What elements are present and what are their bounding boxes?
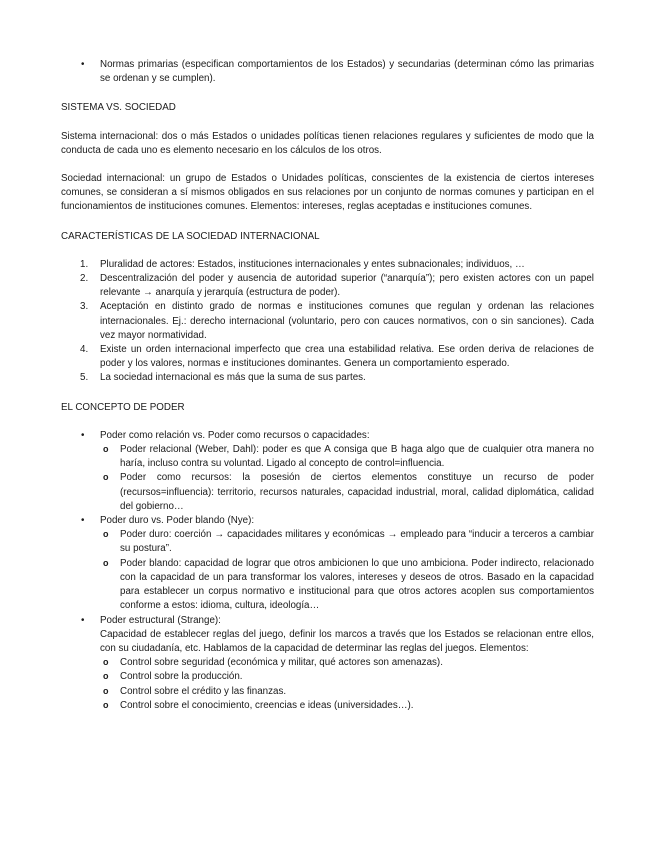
list-item	[61, 429, 594, 514]
sub-list	[100, 443, 594, 514]
sub-list-item: o Poder como recursos: la posesión de ciertos elementos constituye un recurso de poder (recursos=influencia): territorio, recursos naturales, capacidad industrial, moral, calidad diplomática, calidad del gobierno…	[100, 471, 594, 514]
sub-list-item: o Poder blando: capacidad de lograr que otros ambicionen lo que uno ambiciona. Poder indirecto, relacionado con la capacidad de un para transformar los valores, intereses y deseos de otros. Basado en la capacidad para establecer un corpus normativo e institucional para que otros actores acoplen sus comportamientos conforme a estos: idioma, cultura, ideología…	[100, 557, 594, 614]
list-item-text: Descentralización del poder y ausencia de autoridad superior (“anarquía”); pero existen actores con un papel relevante → anarquía y jerarquía (estructura de poder).	[100, 273, 594, 299]
sub-list	[100, 656, 594, 713]
section-heading-caracteristicas: CARACTERÍSTICAS DE LA SOCIEDAD INTERNACIONAL	[61, 230, 320, 242]
caracteristicas-list	[61, 258, 594, 386]
list-number: 1.	[80, 258, 89, 270]
sub-list-item: o Poder duro: coerción → capacidades militares y económicas → empleado para “inducir a terceros a cambiar su postura”.	[100, 528, 594, 556]
list-item	[61, 258, 594, 272]
list-item	[61, 343, 594, 371]
list-item-text: Aceptación en distinto grado de normas e instituciones comunes que regulan y ordenan las relaciones internacionales. Ej.: derecho internacional (voluntario, pero con cauces normativos, con o sin sanciones). Cada vez mayor normatividad.	[100, 301, 594, 341]
list-number: 3.	[80, 301, 89, 313]
sub-list-item: o Control sobre el crédito y las finanzas.	[100, 685, 594, 699]
list-number: 2.	[80, 273, 89, 285]
list-item-description: Capacidad de establecer reglas del juego, definir los marcos a través que los Estados se relacionan entre ellos, con su ciudadanía, etc. Hablamos de la capacidad de determinar las reglas del juegos. Elementos:	[100, 628, 594, 654]
sub-list-item: o Control sobre seguridad (económica y militar, qué actores son amenazas).	[100, 656, 594, 670]
list-item-label: • Poder duro vs. Poder blando (Nye):	[100, 515, 255, 527]
sub-list-item: o Control sobre el conocimiento, creencias e ideas (universidades…).	[100, 699, 594, 713]
paragraph-sociedad: Sociedad internacional: un grupo de Estados o Unidades políticas, conscientes de la existencia de ciertos intereses comunes, se consideran a sí mismos obligados en sus relaciones por un conjunto de normas comunes y participan en el funcionamientos de instituciones comunes. Elementos: intereses, reglas aceptadas e instituciones comunes.	[61, 173, 594, 213]
sub-list	[100, 528, 594, 613]
list-item-label: • Poder como relación vs. Poder como recursos o capacidades:	[100, 429, 370, 441]
poder-list	[61, 429, 594, 713]
list-item-label: • Poder estructural (Strange):	[100, 614, 221, 626]
sub-list-item: o Control sobre la producción.	[100, 670, 594, 684]
sub-list-item: o Poder relacional (Weber, Dahl): poder es que A consiga que B haga algo que de cualquier otra manera no haría, incluso contra su voluntad. Ligado al concepto de control=influencia.	[100, 443, 594, 471]
list-number: 4.	[80, 344, 89, 356]
list-item	[61, 300, 594, 343]
document-content	[61, 58, 594, 713]
section-heading-poder: EL CONCEPTO DE PODER	[61, 401, 185, 413]
intro-list	[61, 58, 594, 86]
list-item	[61, 371, 594, 385]
list-item	[61, 614, 594, 713]
section-heading-sistema-sociedad: SISTEMA VS. SOCIEDAD	[61, 102, 176, 114]
paragraph-sistema: Sistema internacional: dos o más Estados o unidades políticas tienen relaciones regulares y suficientes de modo que la conducta de cada uno es elemento necesario en los cálculos de los otros.	[61, 130, 594, 156]
list-item: • Normas primarias (especifican comportamientos de los Estados) y secundarias (determinan cómo las primarias se ordenan y se cumplen).	[61, 58, 594, 86]
list-item	[61, 272, 594, 300]
list-item	[61, 514, 594, 613]
list-item-text: Existe un orden internacional imperfecto que crea una estabilidad relativa. Ese orden deriva de relaciones de poder y los valores, normas e instituciones dominantes. Genera un comportamiento esperado.	[100, 344, 594, 370]
list-number: 5.	[80, 372, 89, 384]
list-item-text: Pluralidad de actores: Estados, instituciones internacionales y entes subnacionales; individuos, …	[100, 258, 525, 270]
list-item-text: La sociedad internacional es más que la suma de sus partes.	[100, 372, 366, 384]
